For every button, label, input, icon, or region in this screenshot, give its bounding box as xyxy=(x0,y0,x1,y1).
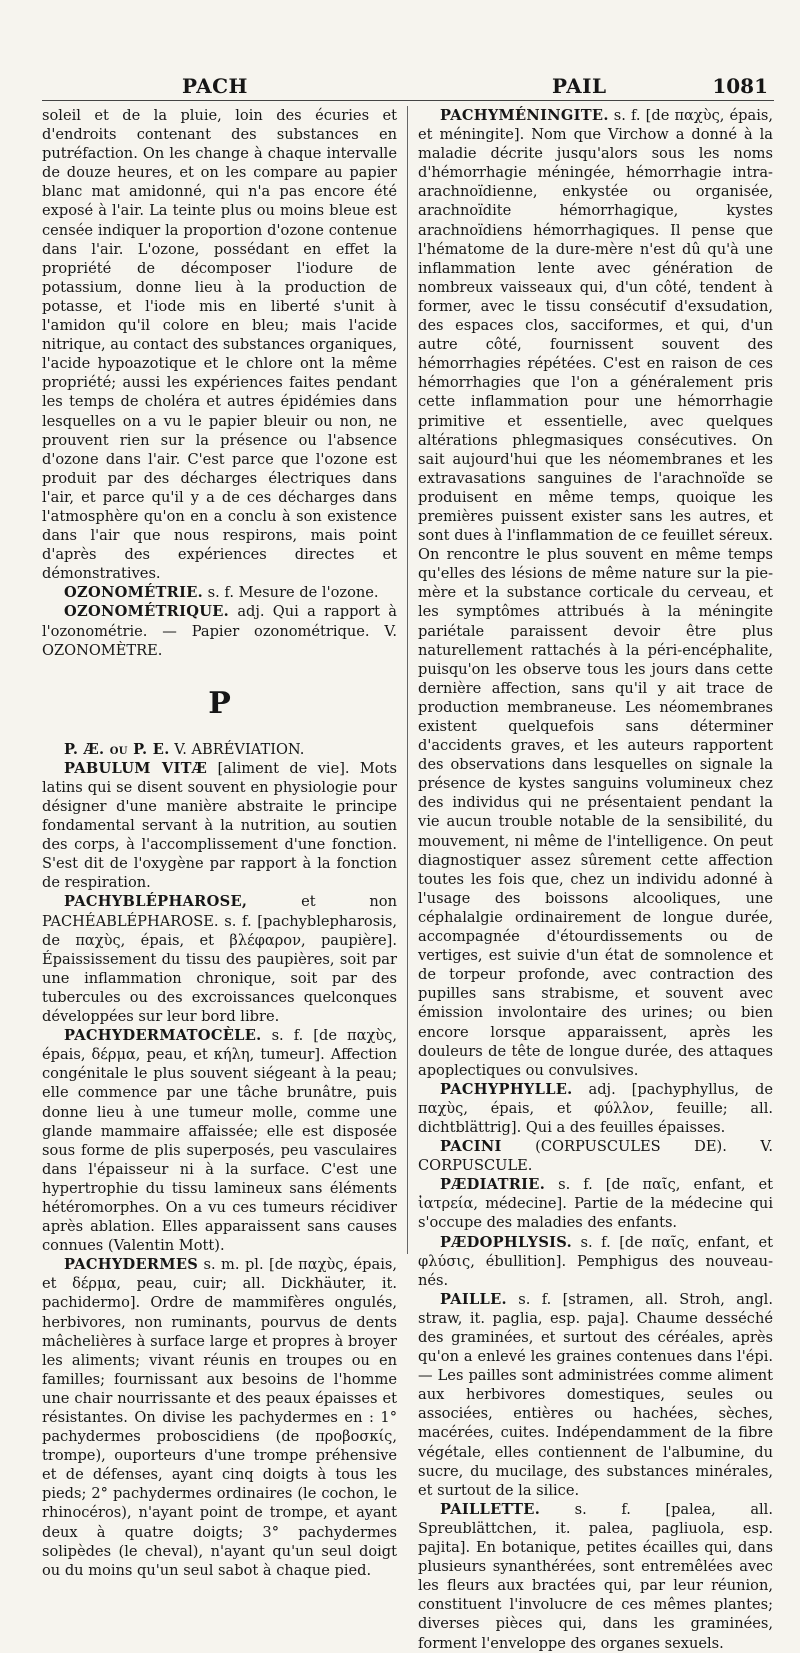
entry-definition: s. f. [de παῖς, enfant, et ἰατρεία, médecine]. Partie de la médecine qui s'occupe des maladies des enfants. xyxy=(418,1176,773,1232)
header-right-word: PAIL xyxy=(552,74,607,98)
entry-headword: PACHYDERMATOCÈLE. xyxy=(64,1027,262,1045)
dictionary-entry xyxy=(418,1080,773,1137)
entry-definition: (CORPUSCULES DE). V. CORPUSCULE. xyxy=(418,1138,773,1175)
dictionary-entry xyxy=(418,1500,773,1653)
entry-definition: s. f. [de παχὺς, épais, et méningite]. Nom que Virchow a donné à la maladie décrite jusqu'alors sous les noms d'hémorrhagie méningée, hémorrhagie intra-arachnoïdienne, enkystée ou organisée, arachnoïdite hémorrhagique, kystes arachnoïdiens hémorrhagiques. Il pense que l'hématome de la dure-mère n'est dû qu'à une inflammation lente avec génération de nombreux vaisseaux qui, d'un côté, tendent à former, avec le tissu consécutif d'exsudation, des espaces clos, sacciformes, et qui, d'un autre côté, fournissent souvent des hémorrhagies répétées. C'est en raison de ces hémorrhagies que l'on a généralement pris cette inflammation pour une hémorrhagie primitive et essentielle, avec quelques altérations phlegmasiques consécutives. On sait aujourd'hui que les néomembranes et les extravasations sanguines de l'arachnoïde se produisent en même temps, quoique les premières puissent exister sans les autres, et sont dues à l'inflammation de ce feuillet séreux. On rencontre le plus souvent en même temps qu'elles des lésions de même nature sur la pie-mère et la substance corticale du cerveau, et les symptômes attribués à la méningite pariétale paraissent devoir être plus naturellement rattachés à la péri-encéphalite, puisqu'on les observe tous les jours dans cette dernière affection, sans qu'il y ait trace de production membraneuse. Les néomembranes existent quelquefois sans déterminer d'accidents graves, et les auteurs rapportent des observations dans lesquelles on signale la présence de kystes sanguins volumineux chez des individus qui ne présentaient pendant la vie aucun trouble notable de la sensibilité, du mouvement, ni même de l'intelligence. On peut diagnostiquer assez sûrement cette affection toutes les fois que, chez un individu adonné à l'usage des boissons alcooliques, une céphalalgie ordinairement de longue durée, accompagnée d'étourdissements ou de vertiges, est suivie d'un état de somnolence et de torpeur profonde, avec contraction des pupilles sans strabisme, et souvent avec émission involontaire des urines; ou bien encore lorsque apparaissent, après les douleurs de tête de longue durée, des attaques apoplectiques ou convulsives. xyxy=(418,107,773,1079)
entry-definition: et non PACHÉABLÉPHAROSE. s. f. [pachyblepharosis, de παχὺς, épais, et βλέφαρον, paupière]. Épaississement du tissu des paupières, soit par une inflammation chronique, soit par des tubercules ou des excroissances quelconques développées sur leur bord libre. xyxy=(42,893,397,1026)
entry-headword: P. Æ. ou P. E. xyxy=(64,740,170,758)
header-rule xyxy=(42,100,774,101)
entry-definition: s. f. [de παχὺς, épais, δέρμα, peau, et κήλη, tumeur]. Affection congénitale le plus souvent siégeant à la peau; elle commence par une tâche brunâtre, puis donne lieu à une tumeur molle, comme une glande mammaire affaissée; elle est disposée sous forme de plis superposés, peu vasculaires dans l'épaisseur ni à la surface. C'est une hypertrophie du tissu lamineux sans éléments hétéromorphes. On a vu ces tumeurs récidiver après ablation. Elles apparaissent sans causes connues (Valentin Mott). xyxy=(42,1027,397,1255)
entry-definition: adj. Qui a rapport à l'ozonométrie. — Papier ozonométrique. V. OZONOMÈTRE. xyxy=(42,603,397,659)
section-letter: P xyxy=(208,685,231,721)
entry-headword: PÆDIATRIE. xyxy=(440,1176,546,1194)
continued-paragraph: soleil et de la pluie, loin des écuries et d'endroits contenant des substances en putréfaction. On les change à chaque intervalle de douze heures, et on les compare au papier blanc mat amidonné, qui n'a pas encore été exposé à l'air. La teinte plus ou moins bleue est censée indiquer la proportion d'ozone contenue dans l'air. L'ozone, possédant en effet la propriété de décomposer l'iodure de potassium, donne lieu à la production de potasse, et l'iode mis en liberté s'unit à l'amidon qu'il colore en bleu; mais l'acide nitrique, au contact des substances organiques, l'acide hypoazotique et le chlore ont la même propriété; aussi les expériences faites pendant les temps de choléra et autres épidémies dans lesquelles on a vu le papier bleuir ou non, ne prouvent rien sur la présence ou l'absence d'ozone dans l'air. C'est parce que l'ozone est produit par des décharges électriques dans l'air, et parce qu'il y a de ces décharges dans l'atmosphère qu'on en a conclu à son existence dans l'air que nous respirons, mais point d'après des expériences directes et démonstratives. xyxy=(42,107,397,583)
entry-headword: PACINI xyxy=(440,1138,502,1156)
page-number: 1081 xyxy=(712,74,768,98)
entry-definition: V. ABRÉVIATION. xyxy=(169,740,305,758)
entry-definition: s. f. [stramen, all. Stroh, angl. straw, it. paglia, esp. paja]. Chaume desséché des graminées, et surtout des céréales, après qu'on a enlevé les graines contenues dans l'épi. — Les pailles sont administrées comme aliment aux herbivores domestiques, seules ou associées, entières ou hachées, sèches, macérées, cuites. Indépendamment de la fibre végétale, elles contiennent de l'albumine, du sucre, du mucilage, des substances minérales, et surtout de la silice. xyxy=(418,1290,773,1499)
dictionary-entry xyxy=(42,759,397,893)
entry-definition: s. f. [palea, all. Spreublättchen, it. palea, pagliuola, esp. pajita]. En botanique, petites écailles qui, dans plusieurs synanthérées, sont entremêlées avec les fleurs aux bractées qui, par leur réunion, constituent l'involucre de ces mêmes plantes; diverses pièces qui, dans les graminées, forment l'enveloppe des organes sexuels. xyxy=(418,1500,773,1652)
entry-headword: PABULUM VITÆ xyxy=(64,759,208,777)
entry-headword: PACHYPHYLLE. xyxy=(440,1080,573,1098)
dictionary-entry xyxy=(418,1290,773,1500)
text-columns xyxy=(42,106,774,1652)
left-column xyxy=(42,106,407,1579)
dictionary-entry xyxy=(418,1137,773,1175)
entry-headword: PACHYMÉNINGITE. xyxy=(440,107,609,124)
right-column xyxy=(407,106,773,1652)
dictionary-entry xyxy=(42,1255,397,1580)
entry-headword: OZONOMÉTRIE. xyxy=(64,584,204,602)
header-left-word: PACH xyxy=(182,74,248,98)
entry-definition: [aliment de vie]. Mots latins qui se disent souvent en physiologie pour désigner d'une manière abstraite le principe fondamental servant à la nutrition, au soutien des corps, à l'accomplissement d'une fonction. S'est dit de l'oxygène par rapport à la fonction de respiration. xyxy=(42,759,397,892)
entry-headword: OZONOMÉTRIQUE. xyxy=(64,603,230,621)
entry-headword: PÆDOPHLYSIS. xyxy=(440,1233,573,1251)
dictionary-entry xyxy=(42,892,397,1026)
entry-definition: s. m. pl. [de παχὺς, épais, et δέρμα, peau, cuir; all. Dickhäuter, it. pachidermo]. Ordre de mammifères ongulés, herbivores, non ruminants, pourvus de dents mâchelières à surface large et propres à broyer les aliments; vivant réunis en troupes ou en familles; fournissant aux besoins de l'homme une chair nourrissante et des peaux épaisses et résistantes. On divise les pachydermes en : 1° pachydermes proboscidiens (de προβοσκίς, trompe), ouporteurs d'une trompe préhensive et de défenses, ayant cinq doigts à tous les pieds; 2° pachydermes ordinaires (le cochon, le rhinocéros), n'ayant point de trompe, et ayant deux à quatre doigts; 3° pachydermes solipèdes (le cheval), n'ayant qu'un seul doigt ou du moins qu'un seul sabot à chaque pied. xyxy=(42,1256,397,1579)
entry-headword: PACHYBLÉPHAROSE, xyxy=(64,893,248,911)
entry-headword: PAILLE. xyxy=(440,1290,507,1308)
entry-definition: s. f. Mesure de l'ozone. xyxy=(203,584,379,602)
dictionary-entry xyxy=(418,1175,773,1232)
entry-definition: s. f. [de παῖς, enfant, et φλύσις, ébullition]. Pemphigus des nouveau-nés. xyxy=(418,1233,773,1289)
entry-headword: PACHYDERMES xyxy=(64,1256,199,1274)
dictionary-entry xyxy=(42,602,397,659)
dictionary-entry xyxy=(418,1233,773,1290)
dictionary-entry xyxy=(42,740,397,759)
running-header xyxy=(42,74,774,102)
dictionary-entry xyxy=(42,1026,397,1255)
dictionary-entry xyxy=(42,583,397,602)
entry-headword: PAILLETTE. xyxy=(440,1500,541,1518)
dictionary-entry xyxy=(418,106,773,1080)
entry-definition: adj. [pachyphyllus, de παχὺς, épais, et φύλλον, feuille; all. dichtblättrig]. Qui a des feuilles épaisses. xyxy=(418,1080,773,1136)
